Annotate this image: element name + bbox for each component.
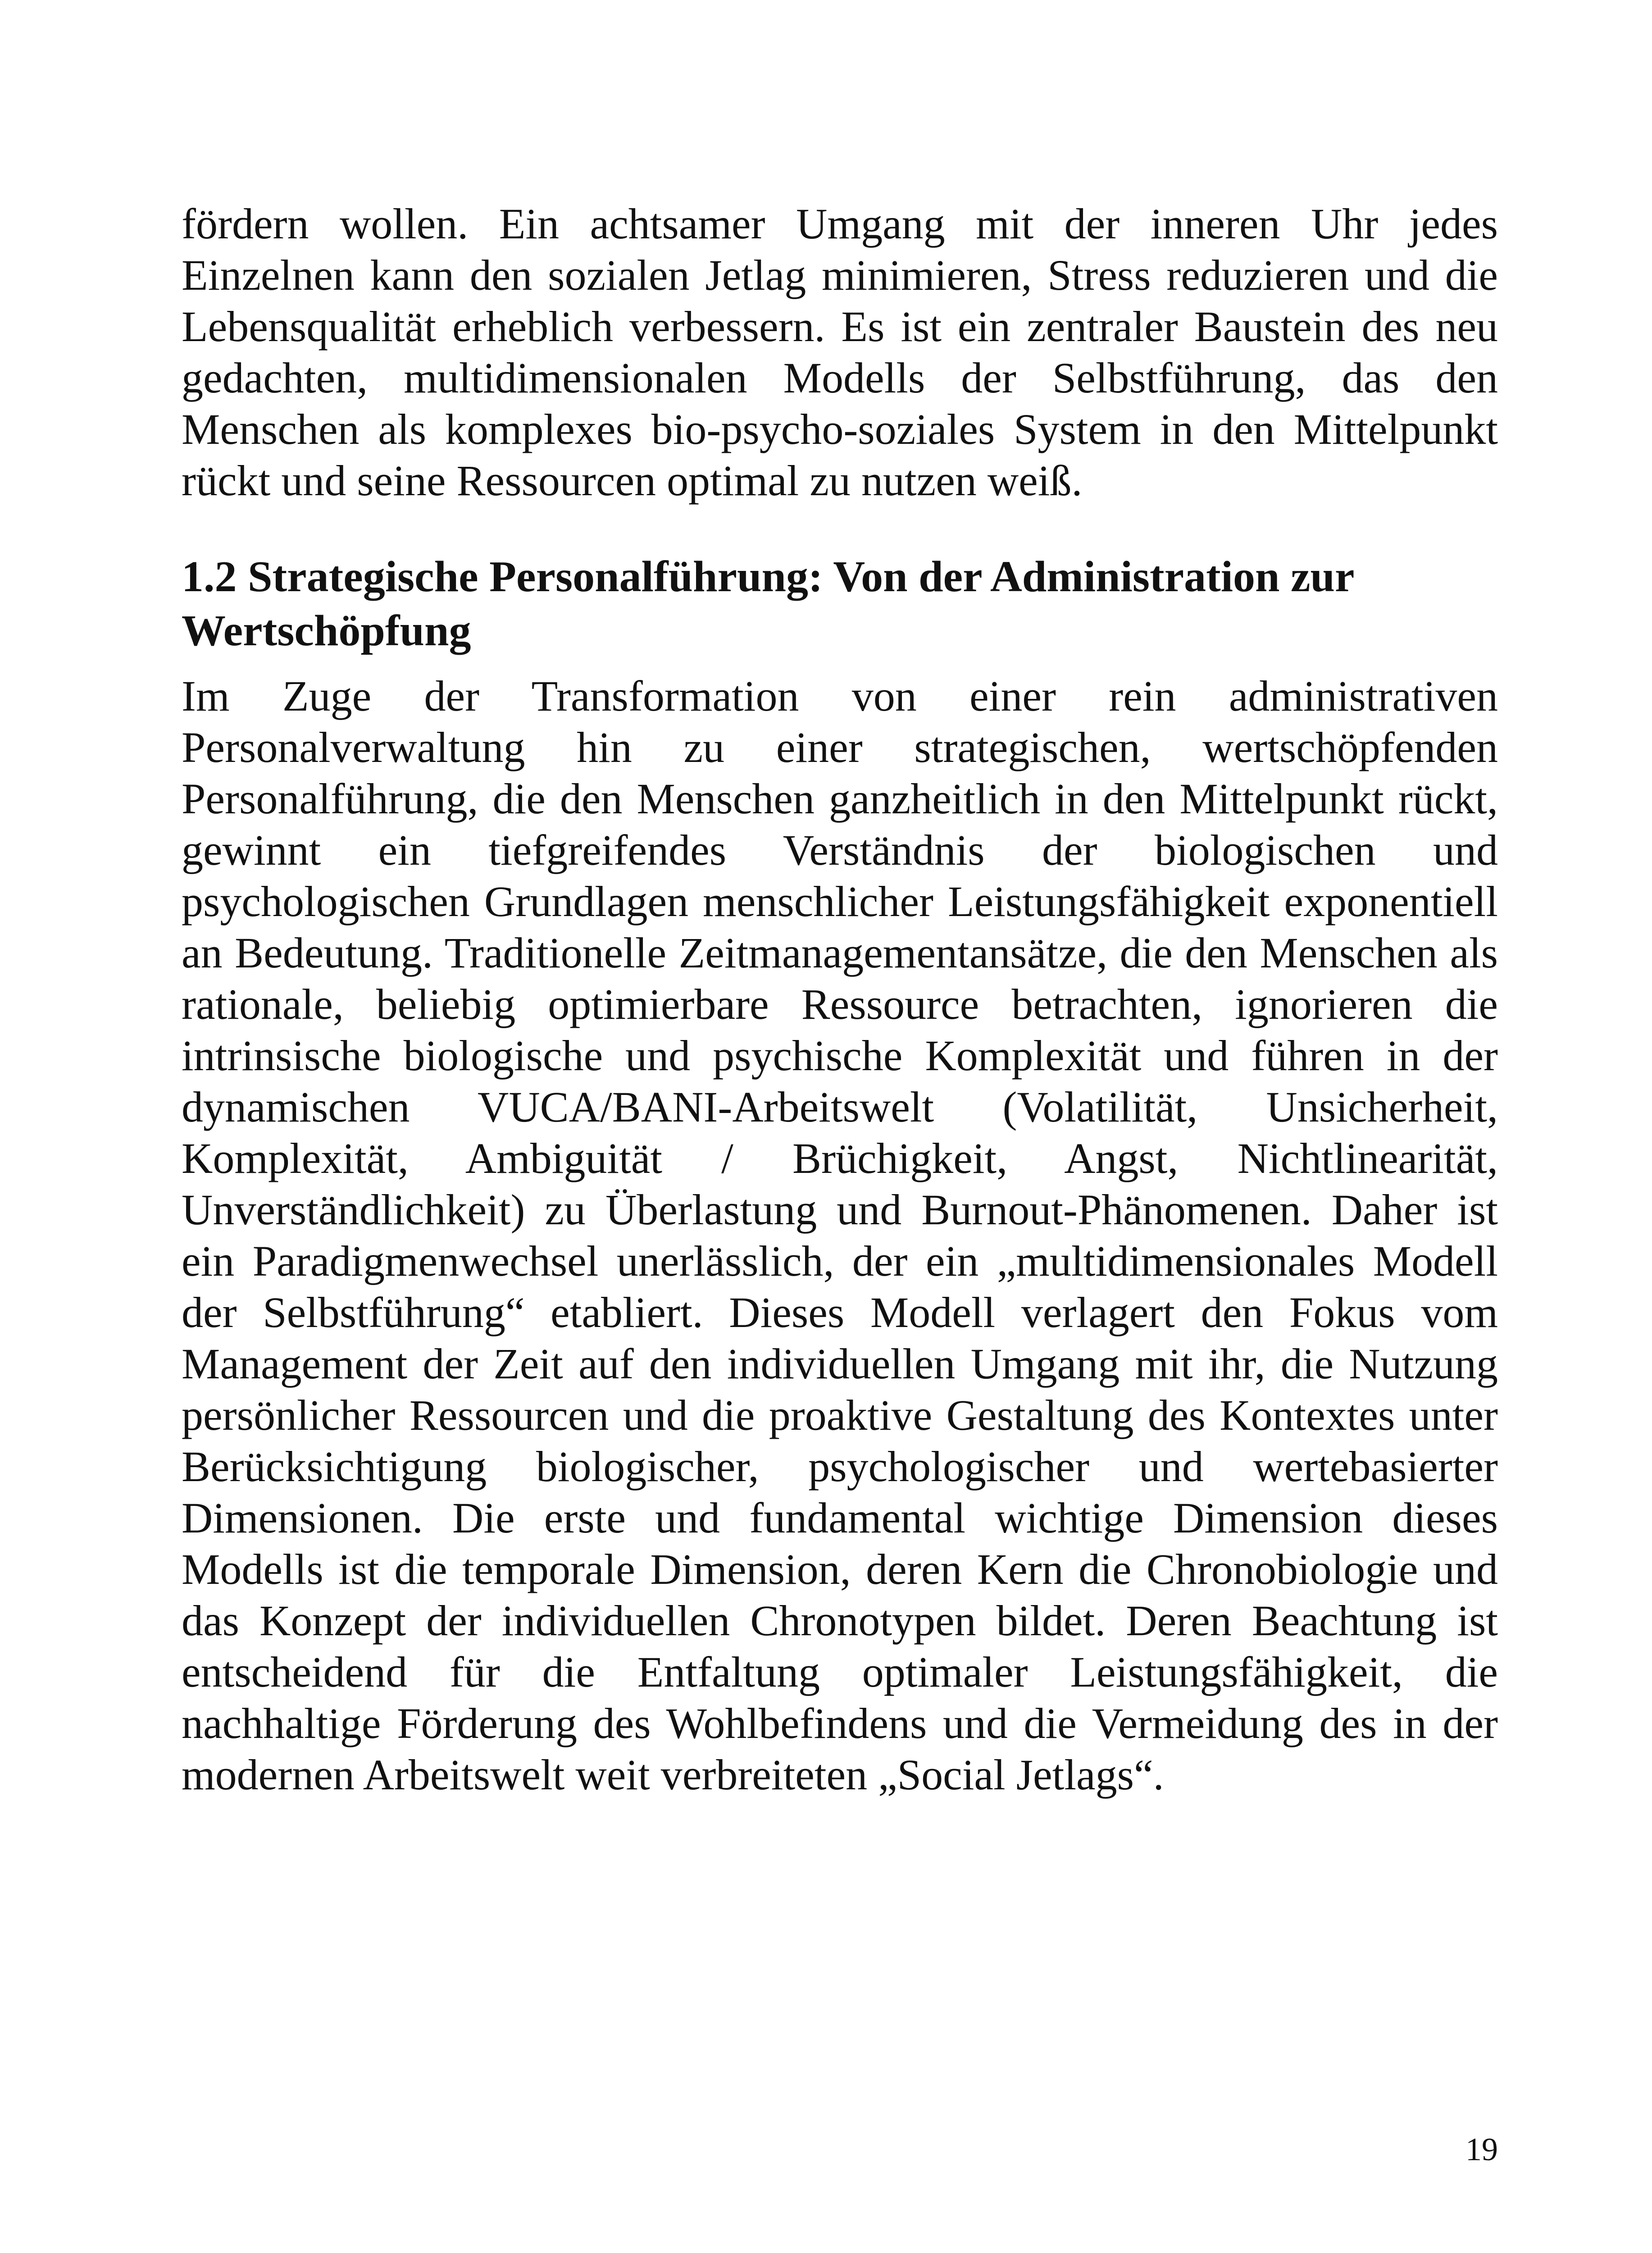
body-paragraph: Im Zuge der Transformation von einer rein administrativen Personalverwaltung hin zu einer strategischen, wertschöpfenden Personalführung, die den Menschen ganzheitlich in den Mittelpunkt rückt, gewinnt ein tiefgreifendes Verständnis der biologischen und psychologischen Grundlagen menschlicher Leistungsfähigkeit exponentiell an Bedeutung. Traditionelle Zeitmanagementansätze, die den Menschen als rationale, beliebig optimierbare Ressource betrachten, ignorieren die intrinsische biologische und psychische Komplexität und führen in der dynamischen VUCA/BANI-Arbeitswelt (Volatilität, Unsicherheit, Komplexität, Ambiguität / Brüchigkeit, Angst, Nichtlinearität, Unverständlichkeit) zu Überlastung und Burnout-Phänomenen. Daher ist ein Paradigmenwechsel unerlässlich, der ein „multidimensionales Modell der Selbstführung“ etabliert. Dieses Modell verlagert den Fokus vom Management der Zeit auf den individuellen Umgang mit ihr, die Nutzung persönlicher Ressourcen und die proaktive Gestaltung des Kontextes unter Berücksichtigung biologischer, psychologischer und wertebasierter Dimensionen. Die erste und fundamental wichtige Dimension dieses Modells ist die temporale Dimension, deren Kern die Chronobiologie und das Konzept der individuellen Chronotypen bildet. Deren Beachtung ist entscheidend für die Entfaltung optimaler Leistungsfähigkeit, die nachhaltige Förderung des Wohlbefindens und die Vermeidung des in der modernen Arbeitswelt weit verbreiteten „Social Jetlags“. — [182, 672, 1498, 1799]
intro-paragraph: fördern wollen. Ein achtsamer Umgang mit der inneren Uhr jedes Einzelnen kann den sozialen Jetlag minimieren, Stress reduzieren und die Lebensqualität erheblich verbessern. Es ist ein zentraler Baustein des neu gedachten, multidimensionalen Modells der Selbstführung, das den Menschen als komplexes bio-psycho-soziales System in den Mittelpunkt rückt und seine Ressourcen optimal zu nutzen weiß. — [182, 200, 1498, 505]
section-heading: 1.2 Strategische Personalführung: Von der Administration zur Wertschöpfung — [182, 552, 1354, 655]
page-number: 19 — [1465, 2131, 1498, 2167]
page-content — [182, 198, 1498, 1801]
